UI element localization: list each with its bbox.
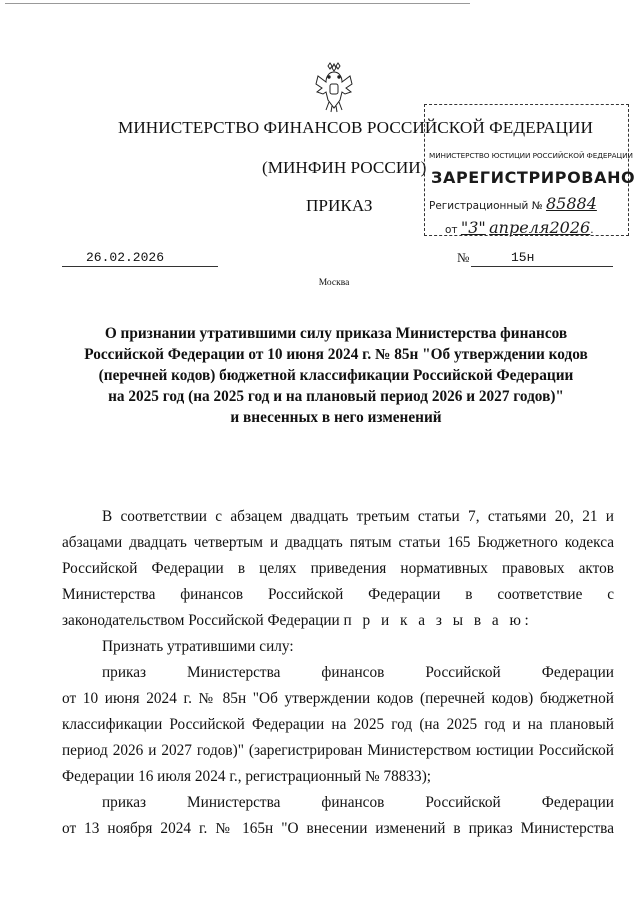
stamp-date-year: 2026 <box>549 218 591 237</box>
title-line: (перечней кодов) бюджетной классификации Российской Федерации <box>98 367 574 384</box>
top-rule <box>5 3 470 4</box>
declare-paragraph: Признать утратившими силу: <box>102 638 294 655</box>
ministry-name: МИНИСТЕРСТВО ФИНАНСОВ РОССИЙСКОЙ ФЕДЕРАЦИИ <box>118 118 593 137</box>
preamble-text: В соответствии с абзацем двадцать третьим статьи 7, статьями 20, 21 и абзацами двадцать четвертым и двадцать пятым статьи 165 Бюджетного кодекса Российской Федерации в целях приведения нормативных правовых актов Министерства финансов Российской Федерации в соответствие с законодательством Российской Федерации <box>62 508 614 629</box>
stamp-status: ЗАРЕГИСТРИРОВАНО <box>431 168 636 187</box>
title-line: О признании утратившими силу приказа Министерства финансов <box>104 325 568 342</box>
stamp-date-day: "3" <box>460 218 486 237</box>
document-type: ПРИКАЗ <box>306 196 373 215</box>
russian-coat-of-arms-icon <box>314 62 354 114</box>
item-lead: приказ Министерства финансов Российской Федерации <box>102 794 614 811</box>
stamp-reg-number: 85884 <box>545 194 597 213</box>
stamp-reg-label: Регистрационный № <box>429 200 543 212</box>
order-date: 26.02.2026 <box>62 250 218 267</box>
stamp-authority: МИНИСТЕРСТВО ЮСТИЦИИ РОССИЙСКОЙ ФЕДЕРАЦИИ <box>429 151 633 160</box>
preamble-paragraph <box>62 504 614 634</box>
title-line: и внесенных в него изменений <box>230 409 442 426</box>
stamp-date: от "3" апреля2026. <box>445 218 594 237</box>
stamp-date-month: апреля <box>489 218 550 237</box>
order-body <box>62 504 614 842</box>
order-title <box>62 323 610 428</box>
stamp-registration <box>429 194 597 213</box>
item-lead: приказ Министерства финансов Российской Федерации <box>102 664 614 681</box>
command-text: п р и к а з ы в а ю: <box>343 612 533 629</box>
city: Москва <box>318 278 350 288</box>
item-text: от 10 июня 2024 г. № 85н "Об утверждении кодов (перечней кодов) бюджетной классификации Российской Федерации на 2025 год (на 2025 год и на плановый период 2026 и 2027 годов)" (зарегистрирован Министерством юстиции Российской Федерации 16 июля 2024 г., регистрационный № 78833); <box>62 690 614 785</box>
number-sign: № <box>457 250 470 265</box>
title-line: Российской Федерации от 10 июня 2024 г. № 85н "Об утверждении кодов <box>84 346 588 363</box>
ministry-short-name: (МИНФИН РОССИИ) <box>262 158 427 177</box>
order-number: 15н <box>471 250 613 267</box>
item-text: от 13 ноября 2024 г. № 165н "О внесении изменений в приказ Министерства <box>62 820 614 837</box>
stamp-date-prefix: от <box>445 224 458 236</box>
registration-stamp <box>424 104 636 237</box>
title-line: на 2025 год (на 2025 год и на плановый период 2026 и 2027 годов)" <box>108 388 564 405</box>
